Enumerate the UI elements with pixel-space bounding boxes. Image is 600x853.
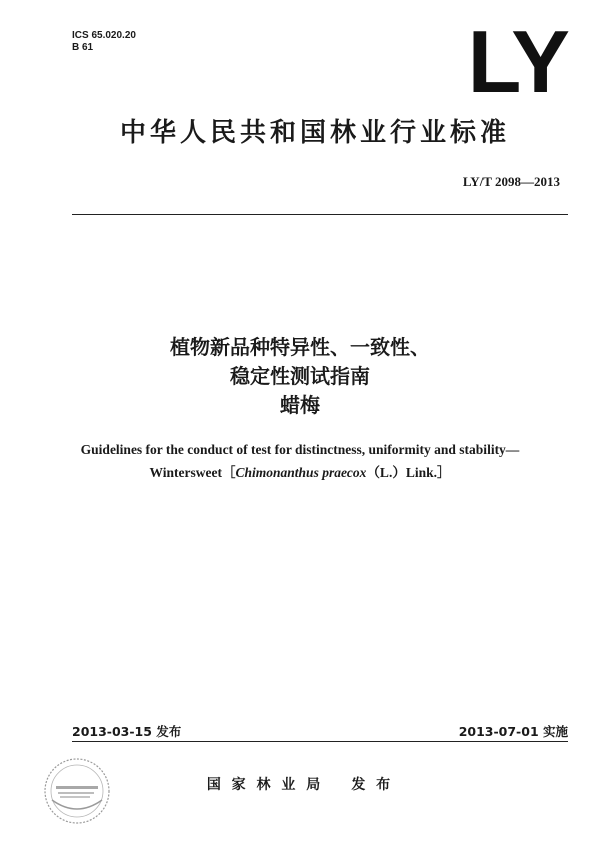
ccs-code: B 61 xyxy=(72,42,94,53)
title-cn-line2: 稳定性测试指南 xyxy=(230,364,370,388)
publisher xyxy=(0,774,600,794)
standard-logo: LY xyxy=(467,12,568,111)
implementation-date: 2013-07-01 实施 xyxy=(458,724,568,739)
title-en-line2 xyxy=(0,463,600,483)
title-cn-line1: 植物新品种特异性、一致性、 xyxy=(170,335,430,359)
title-en-line2-suffix: （L.）Link.］ xyxy=(366,465,451,480)
title-cn-line3: 蜡梅 xyxy=(280,393,320,417)
title-en-line2-species: Chimonanthus praecox xyxy=(235,465,367,480)
issue-date: 2013-03-15 发布 xyxy=(72,724,182,739)
ics-code: ICS 65.020.20 xyxy=(72,30,136,41)
standard-number: LY/T 2098—2013 xyxy=(462,174,560,189)
publisher-name: 国 家 林 业 局 xyxy=(206,777,324,793)
title-en-line2-prefix: Wintersweet［ xyxy=(149,465,236,480)
top-divider xyxy=(72,214,568,215)
standard-organization: 中华人民共和国林业行业标准 xyxy=(119,118,510,148)
title-en-line1: Guidelines for the conduct of test for distinctness, uniformity and stability— xyxy=(80,442,520,457)
publisher-action: 发 布 xyxy=(351,777,394,793)
bottom-divider xyxy=(72,741,568,742)
